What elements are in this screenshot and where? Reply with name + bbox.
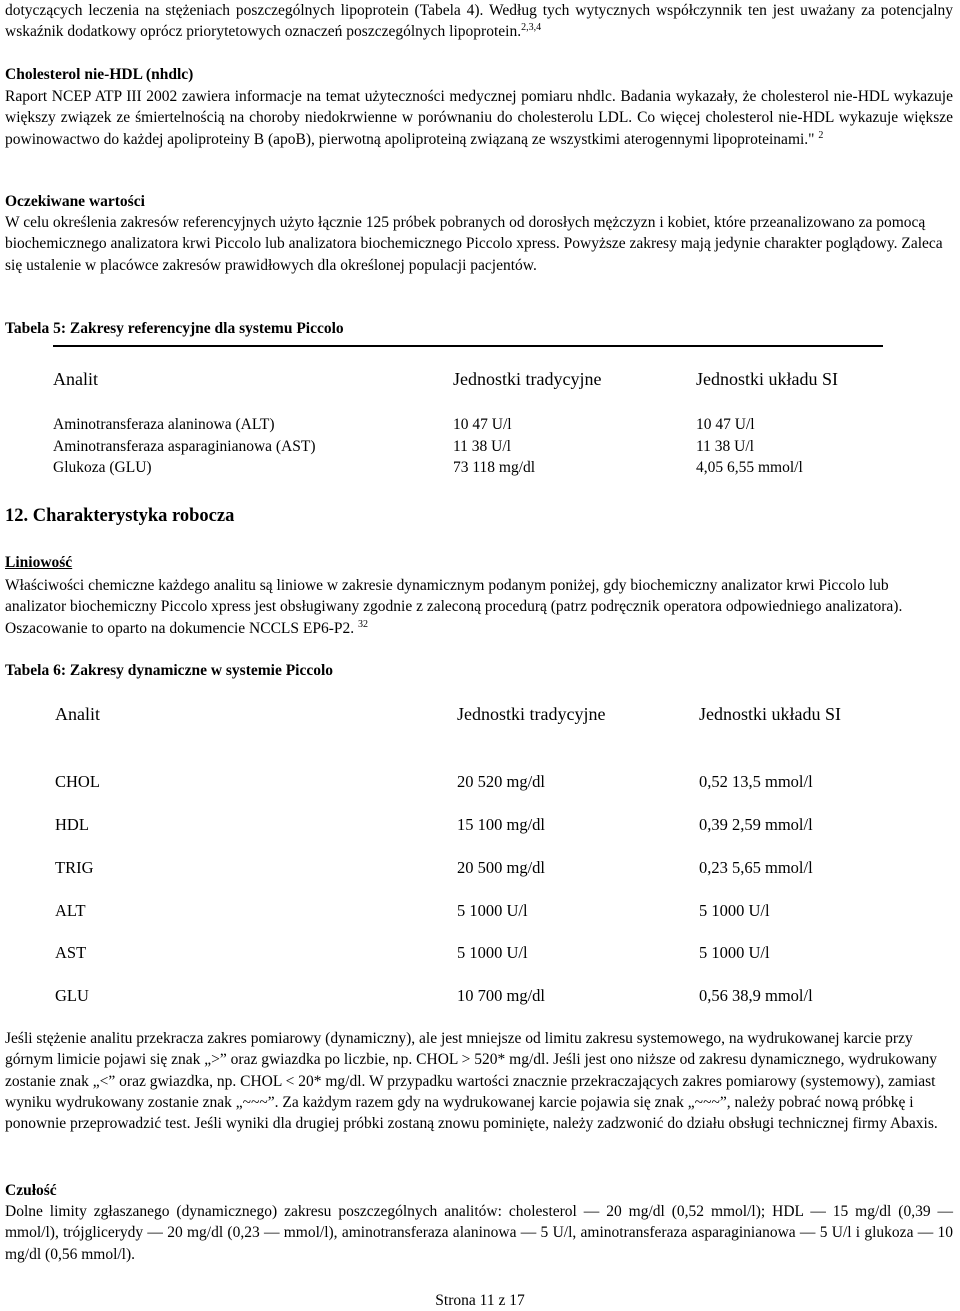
table-cell: 15 100 mg/dl [457,815,546,835]
expected-heading: Oczekiwane wartości [5,193,145,210]
table-row [53,457,883,478]
table5 [53,335,883,478]
table-cell: 5 1000 U/l [699,943,770,963]
table-cell: CHOL [55,772,100,792]
table5-rule [53,345,883,347]
table-row [53,436,883,457]
dynamic-range-note: Jeśli stężenie analitu przekracza zakres pomiarowy (dynamiczny), ale jest mniejsze od limitu zakresu systemowego, na wydrukowanej karcie przy górnym limicie pojawi się znak „>” oraz gwiazdka po liczbie, np. CHOL > 520* mg/dl. Jeśli jest ono niższe od zakresu dynamicznego, wydrukowany zostanie znak „<” oraz gwiazdka, np. CHOL < 20* mg/dl. W przypadku wartości znacznie przekraczających zakres pomiarowy (systemowy), zamiast wyniku wydrukowany zostanie znak „~~~”. Za każdym razem gdy na wydrukowanej karcie pojawia się znak „~~~”, należy pobrać nową próbkę i ponownie przeprowadzić test. Jeśli wyniki dla drugiej próbki zostaną znowu pominięte, należy zadzwonić do działu obsługi technicznej firmy Abaxis. [5,1030,938,1133]
table6-header-si: Jednostki układu SI [699,704,841,724]
sensitivity-heading: Czułość [5,1182,57,1199]
linearity-heading: Liniowość [5,554,73,571]
table-cell: 0,39 2,59 mmol/l [699,815,813,835]
table6-header-row [55,704,885,725]
table-cell: 20 500 mg/dl [457,857,546,877]
table-row [55,771,885,792]
table-cell: 5 1000 U/l [699,900,770,920]
table-cell: 4,05 6,55 mmol/l [696,458,803,476]
table-cell: 10 47 U/l [453,416,512,434]
expected-text: W celu określenia zakresów referencyjnych użyto łącznie 125 próbek pobranych od dorosłych mężczyzn i kobiet, które przeanalizowano za pomocą biochemicznego analizatora krwi Piccolo lub analizatora biochemicznego Piccolo xpress. Powyższe zakresy mają jedynie charakter poglądowy. Zaleca się ustalenie w placówce zakresów prawidłowych dla określonej populacji pacjentów. [5,214,943,274]
table-cell: Aminotransferaza asparaginianowa (AST) [53,437,316,455]
table-cell: 10 47 U/l [696,416,755,434]
table-cell: ALT [55,900,86,920]
nhdl-text: Raport NCEP ATP III 2002 zawiera informacje na temat użyteczności medycznej pomiaru nhdlc. Badania wykazały, że cholesterol nie-HDL wykazuje większy związek ze śmiertelnością na choroby niedokrwienne w porównaniu do cholesterolu LDL. Co więcej cholesterol nie-HDL wykazuje większe powinowactwo do każdej apoliproteiny B (apoB), pierwotną apoliproteiną związaną ze wszystkimi aterogennymi lipoproteinami." [5,88,953,148]
table-cell: 20 520 mg/dl [457,772,546,792]
table5-header-traditional: Jednostki tradycyjne [453,369,602,389]
table6-header-traditional: Jednostki tradycyjne [457,704,606,724]
table-cell: HDL [55,815,89,835]
table-cell: 10 700 mg/dl [457,986,546,1006]
table5-caption: Tabela 5: Zakresy referencyjne dla systemu Piccolo [5,320,344,337]
linearity-text: Właściwości chemiczne każdego analitu są liniowe w zakresie dynamicznym podanym poniżej, gdy biochemiczny analizator krwi Piccolo lub analizator biochemiczny Piccolo xpress jest obsługiwany zgodnie z zaleconą procedurą (patrz podręcznik operatora odpowiedniego analizatora). Oszacowanie to oparto na dokumencie NCCLS EP6-P2. [5,577,903,637]
table5-header-si: Jednostki układu SI [696,369,838,389]
table5-header-analit: Analit [53,369,98,389]
table-cell: 5 1000 U/l [457,943,528,963]
section-12-heading: 12. Charakterystyka robocza [5,506,235,526]
table-cell: 11 38 U/l [696,437,754,455]
sensitivity-text: Dolne limity zgłaszanego (dynamicznego) zakresu poszczególnych analitów: cholesterol — 20 mg/dl (0,52 mmol/l); HDL — 15 mg/dl (0,39 — mmol/l), trójglicerydy — 20 mg/dl (0,23 — mmol/l), aminotransferaza alaninowa — 5 U/l, aminotransferaza asparaginianowa — 5 U/l i glukoza — 10 mg/dl (0,56 mmol/l). [5,1203,953,1263]
intro-text: dotyczących leczenia na stężeniach poszczególnych lipoprotein (Tabela 4). Według tych wytycznych współczynnik ten jest uważany za potencjalny wskaźnik dodatkowy oprócz priorytetowych oznaczeń poszczególnych lipoprotein. [5,2,953,41]
table6 [55,704,885,1007]
nhdl-reference: 2 [818,129,824,141]
table-row [55,857,885,878]
linearity-reference: 32 [358,618,368,630]
intro-reference: 2,3,4 [521,22,542,34]
table-cell: Glukoza (GLU) [53,458,152,476]
table-cell: 5 1000 U/l [457,900,528,920]
table-row [55,942,885,963]
nhdl-heading: Cholesterol nie-HDL (nhdlc) [5,66,194,83]
table-cell: Aminotransferaza alaninowa (ALT) [53,416,275,434]
table-row [53,414,883,435]
table-cell: AST [55,943,87,963]
table6-header-analit: Analit [55,704,100,724]
nhdl-paragraph [5,86,953,150]
page-number: Strona 11 z 17 [435,1292,525,1309]
table-cell: 73 118 mg/dl [453,458,536,476]
table-cell: GLU [55,986,89,1006]
table-row [55,985,885,1006]
table-cell: 0,52 13,5 mmol/l [699,772,813,792]
table-row [55,900,885,921]
table-cell: 0,56 38,9 mmol/l [699,986,813,1006]
table-cell: 0,23 5,65 mmol/l [699,857,813,877]
table6-caption: Tabela 6: Zakresy dynamiczne w systemie Piccolo [5,662,334,679]
intro-paragraph [5,0,953,43]
table-cell: TRIG [55,857,94,877]
table-row [55,814,885,835]
table5-header-row [53,369,883,390]
table-cell: 11 38 U/l [453,437,511,455]
linearity-paragraph [5,575,953,639]
